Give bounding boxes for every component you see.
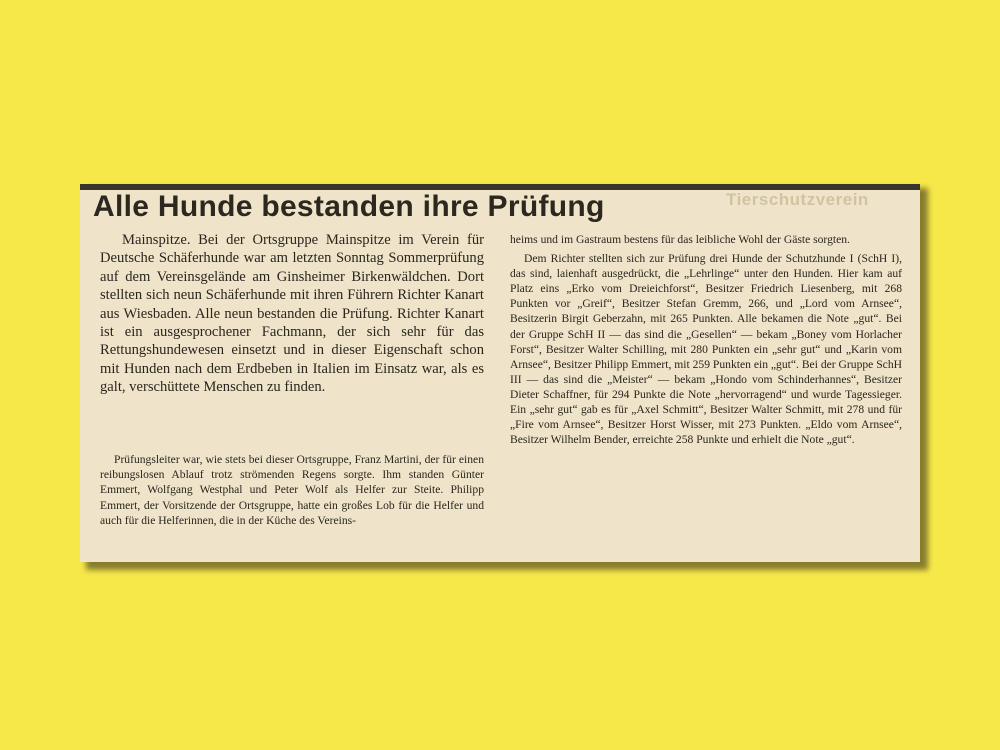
results-paragraph: Dem Richter stellten sich zur Prüfung drei Hunde der Schutzhunde I (SchH I), das sind, laienhaft ausgedrückt, die „Lehrlinge“ unter den Hunden. Hier kam auf Platz eins „Erko vom Dreieichforst“, Besitzer Friedrich Liesenberg, mit 268 Punkten vor „Greif“, Besitzer Stefan Gremm, 266, und „Lord vom Arnsee“, Besitzerin Birgit Geberzahn, mit 265 Punkten. Alle bekamen die Note „gut“. Bei der Gruppe SchH II — das sind die „Gesellen“ — bekam „Boney vom Horlacher Forst“, Besitzer Walter Schilling, mit 280 Punkten ein „sehr gut“ und „Karin vom Arnsee“, Besitzer Philipp Emmert, mit 259 Punkten ein „gut“. Bei der Gruppe SchH III — das sind die „Meister“ — bekam „Hondo vom Schinderhannes“, Besitzer Dieter Schaffner, für 294 Punkte die Note „hervorragend“ und wurde Tagessieger. Ein „sehr gut“ gab es für „Axel Schmitt“, Besitzer Walter Schmitt, mit 278 und für „Fire vom Arnsee“, Besitzer Horst Wisser, mit 273 Punkten. „Eldo vom Arnsee“, Besitzer Wilhelm Bender, erreichte 258 Punkte und erhielt die Note „gut“. — [510, 252, 902, 447]
lead-paragraph: Mainspitze. Bei der Ortsgruppe Mainspitze im Verein für Deutsche Schäferhunde war am letzten Sonntag Sommerprüfung auf dem Vereinsgelände am Ginsheimer Birkenwäldchen. Dort stellten sich neun Schäferhunde mit ihren Führern Richter Kanart aus Wiesbaden. Alle neun bestanden die Prüfung. Richter Kanart ist ein ausgesprochener Fachmann, der sich sehr für das Rettungshundewesen einsetzt und in dieser Eigenschaft schon mit Hunden nach dem Erdbeben in Italien im Einsatz war, als es galt, verschüttete Menschen zu finden. — [100, 232, 484, 396]
ghost-heading: Tierschutzverein — [726, 190, 869, 209]
continuation-paragraph: heims und im Gastraum bestens für das leibliche Wohl der Gäste sorgten. — [510, 233, 850, 246]
headline: Alle Hunde bestanden ihre Prüfung — [93, 190, 605, 223]
left-column-body — [100, 452, 484, 528]
right-column — [510, 232, 902, 447]
newspaper-clipping — [80, 184, 920, 562]
left-column-lead — [100, 231, 484, 397]
body-paragraph-left: Prüfungsleiter war, wie stets bei dieser Ortsgruppe, Franz Martini, der für einen reibungslosen Ablauf trotz strömenden Regens sorgte. Ihm standen Günter Emmert, Wolfgang Westphal und Peter Wolf als Helfer zur Steite. Philipp Emmert, der Vorsitzende der Ortsgruppe, hatte ein großes Lob für die Helfer und auch für die Helferinnen, die in der Küche des Vereins- — [100, 453, 484, 527]
